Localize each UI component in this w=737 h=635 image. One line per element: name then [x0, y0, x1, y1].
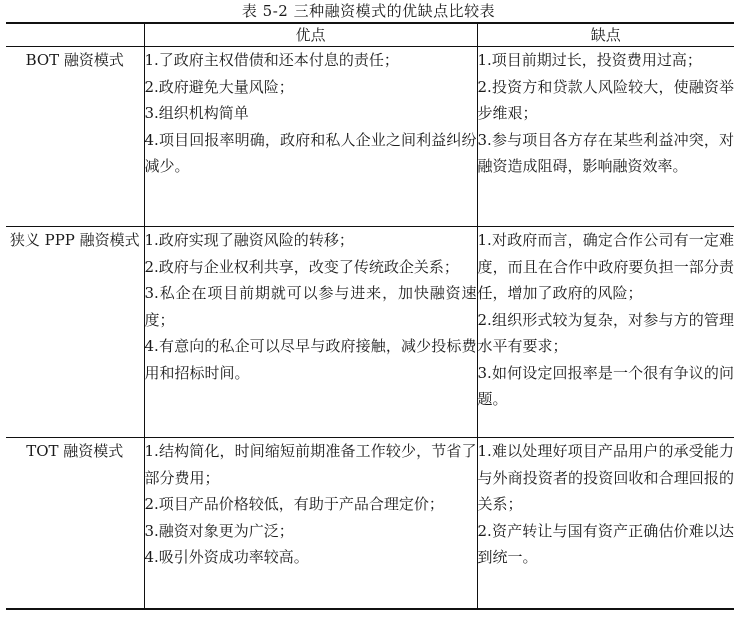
- list-item: 1.政府实现了融资风险的转移；: [144, 231, 354, 249]
- list-item: 3.组织机构简单: [144, 104, 249, 122]
- header-mode: [6, 23, 144, 47]
- cons-cell: [477, 227, 734, 438]
- list-item: 3.参与项目各方存在某些利益冲突，对融资造成阻碍，影响融资效率。: [477, 130, 734, 175]
- pros-cell: [144, 227, 477, 438]
- list-item: 3.如何设定回报率是一个很有争议的问题。: [477, 363, 734, 408]
- header-pros: 优点: [144, 23, 477, 47]
- comparison-table: [6, 22, 734, 610]
- list-item: 3.融资对象更为广泛；: [144, 521, 294, 540]
- list-item: 2.政府避免大量风险；: [144, 77, 294, 96]
- cons-cell: [477, 438, 734, 610]
- list-item: 2.项目产品价格较低，有助于产品合理定价；: [144, 495, 444, 513]
- list-item: 3.私企在项目前期就可以参与进来，加快融资速度；: [144, 284, 477, 329]
- mode-cell: BOT 融资模式: [6, 47, 144, 227]
- mode-cell: 狭义 PPP 融资模式: [6, 227, 144, 438]
- list-item: 2.资产转让与国有资产正确估价难以达到统一。: [477, 521, 734, 566]
- list-item: 1.项目前期过长，投资费用过高；: [477, 51, 702, 69]
- list-item: 4.吸引外资成功率较高。: [144, 548, 309, 566]
- list-item: 4.项目回报率明确，政府和私人企业之间利益纠纷减少。: [144, 130, 477, 175]
- list-item: 2.投资方和贷款人风险较大，使融资举步维艰；: [477, 77, 734, 122]
- list-item: 1.难以处理好项目产品用户的承受能力与外商投资者的投资回收和合理回报的关系；: [477, 442, 734, 513]
- list-item: 4.有意向的私企可以尽早与政府接触，减少投标费用和招标时间。: [144, 337, 477, 382]
- list-item: 1.了政府主权借债和还本付息的责任；: [144, 51, 399, 69]
- list-item: 1.对政府而言，确定合作公司有一定难度，而且在合作中政府要负担一部分责任，增加了政府的风险；: [477, 231, 734, 302]
- table-row-bot: [6, 47, 734, 227]
- pros-cell: [144, 438, 477, 610]
- list-item: 2.政府与企业权利共享，改变了传统政企关系；: [144, 257, 459, 276]
- table-caption: 表 5-2 三种融资模式的优缺点比较表: [241, 2, 496, 20]
- mode-cell: TOT 融资模式: [6, 438, 144, 610]
- pros-cell: [144, 47, 477, 227]
- cons-cell: [477, 47, 734, 227]
- list-item: 2.组织形式较为复杂，对参与方的管理水平有要求；: [477, 310, 734, 355]
- header-cons: 缺点: [477, 23, 734, 47]
- header-row: [6, 23, 734, 47]
- table-row-tot: [6, 438, 734, 610]
- list-item: 1.结构简化，时间缩短前期准备工作较少，节省了部分费用；: [144, 442, 477, 487]
- table-row-ppp: [6, 227, 734, 438]
